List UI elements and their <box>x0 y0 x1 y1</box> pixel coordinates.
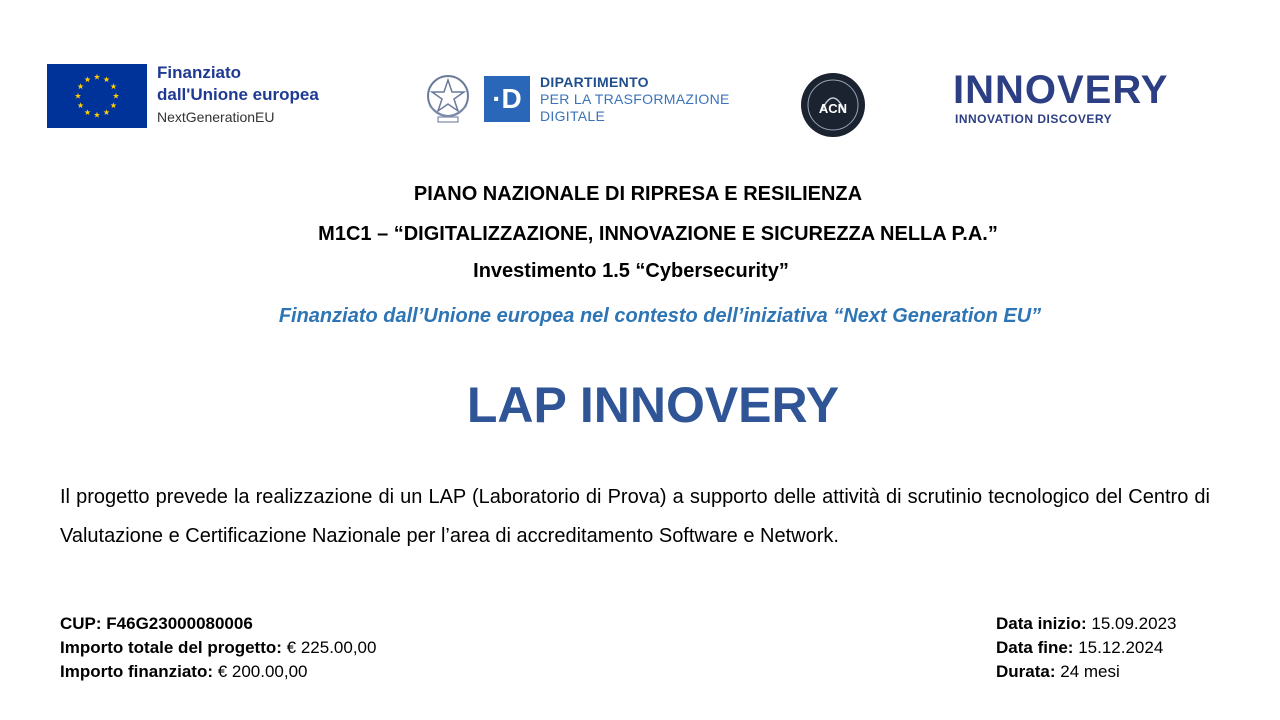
eu-star-icon <box>84 76 90 82</box>
dipartimento-line3: DIGITALE <box>540 108 606 124</box>
data-fine-label: Data fine: <box>996 638 1074 657</box>
project-description: Il progetto prevede la realizzazione di un LAP (Laboratorio di Prova) a supporto delle attività di scrutinio tecnologico del Centro di Valutazione e Certificazione Nazionale per l’area di accreditamento Software e Network. <box>60 486 1210 547</box>
durata-label: Durata: <box>996 662 1056 681</box>
data-inizio-label: Data inizio: <box>996 614 1087 633</box>
innovery-logo-main: INNOVERY <box>953 68 1169 112</box>
data-inizio <box>996 612 1176 636</box>
importo-finanziato-value: € 200.00,00 <box>212 662 308 681</box>
innovery-logo-sub: INNOVATION DISCOVERY <box>955 112 1113 126</box>
eu-star-icon <box>110 102 116 108</box>
project-title: LAP INNOVERY <box>466 377 840 433</box>
data-fine-value: 15.12.2024 <box>1073 638 1164 657</box>
importo-totale-value: € 225.00,00 <box>281 638 377 657</box>
eu-star-icon <box>113 93 119 99</box>
dipartimento-line1: DIPARTIMENTO <box>540 74 649 90</box>
acn-seal-letters: ACN <box>818 101 848 116</box>
dipartimento-logo-text <box>540 74 730 125</box>
data-inizio-value: 15.09.2023 <box>1086 614 1177 633</box>
eu-star-icon <box>94 112 100 118</box>
data-fine <box>996 636 1176 660</box>
eu-star-icon <box>78 83 84 89</box>
durata-value: 24 mesi <box>1055 662 1120 681</box>
eu-logo-line1: Finanziato <box>157 63 242 82</box>
eu-star-icon <box>103 109 109 115</box>
italian-republic-emblem-icon <box>424 70 472 126</box>
eu-star-icon <box>78 102 84 108</box>
heading-m1c1: M1C1 – “DIGITALIZZAZIONE, INNOVAZIONE E SICUREZZA NELLA P.A.” <box>318 223 998 245</box>
importo-totale <box>60 636 376 660</box>
dates-info <box>996 612 1176 684</box>
eu-logo-line3: NextGenerationEU <box>157 109 275 125</box>
eu-funding-logo-text <box>157 62 319 128</box>
eu-star-icon <box>110 83 116 89</box>
subtitle-next-generation-eu: Finanziato dall’Unione europea nel contesto dell’iniziativa “Next Generation EU” <box>278 305 1042 327</box>
importo-finanziato <box>60 660 376 684</box>
innovery-logo <box>953 68 1168 126</box>
acn-seal-icon <box>800 72 866 138</box>
eu-star-icon <box>75 93 81 99</box>
heading-pnrr: PIANO NAZIONALE DI RIPRESA E RESILIENZA <box>413 183 863 205</box>
eu-flag-icon <box>47 64 147 128</box>
eu-star-icon <box>94 74 100 80</box>
durata <box>996 660 1176 684</box>
funding-info <box>60 612 376 684</box>
dipartimento-d-icon: ·D <box>484 76 530 122</box>
heading-investimento: Investimento 1.5 “Cybersecurity” <box>473 260 789 282</box>
cup-label: CUP: F46G23000080006 <box>60 614 253 633</box>
importo-totale-label: Importo totale del progetto: <box>60 638 282 657</box>
importo-finanziato-label: Importo finanziato: <box>60 662 213 681</box>
dipartimento-line2: PER LA TRASFORMAZIONE <box>540 91 730 107</box>
eu-star-icon <box>103 76 109 82</box>
cup-code <box>60 612 376 636</box>
eu-logo-line2: dall'Unione europea <box>157 85 319 104</box>
eu-star-icon <box>84 109 90 115</box>
